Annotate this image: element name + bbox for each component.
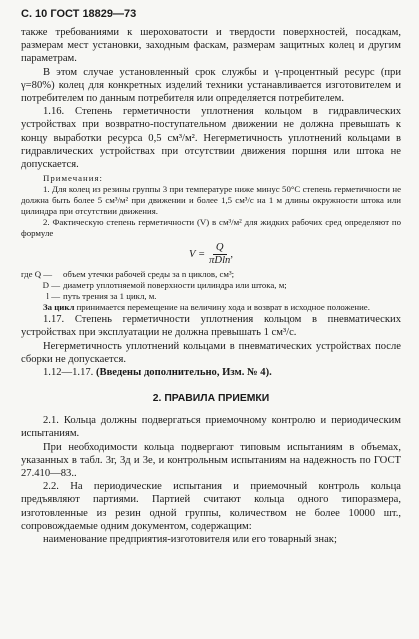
page-content <box>21 26 401 546</box>
formula-numerator: Q <box>213 242 227 255</box>
paragraph-pneumatic: Негерметичность уплотнений кольцами в пневматических устройствах после сборки не допускается. <box>21 340 401 365</box>
introduced-note <box>21 366 401 379</box>
formula-fraction <box>209 242 230 267</box>
cycle-note <box>21 302 401 313</box>
paragraph-type-tests: При необходимости кольца подвергают типовым испытаниям в объемах, указанных в табл. 3г, 3д и 3е, и контрольным испытаниям на надежность по ГОСТ 27.410—83.. <box>21 441 401 480</box>
introduced-text: (Введены дополнительно, Изм. № 4). <box>93 367 272 379</box>
legend-text: диаметр уплотняемой поверхности цилиндра или штока, м; <box>63 280 287 291</box>
paragraph-manufacturer: наименование предприятия-изготовителя или его товарный знак; <box>43 534 337 546</box>
paragraph-2-2: 2.2. На периодические испытания и приемочный контроль кольца предъявляют партиями. Партией считают кольца одного типоразмера, изготовленные из резин одной группы, количеством не более 10000 шт., сопровождаемые одним документом, содержащим: <box>21 481 401 532</box>
legend-symbol: l — <box>46 291 60 302</box>
note-1: 1. Для колец из резины группы 3 при температуре ниже минус 50°С степень герметичности не должна быть более 5 см³/м² при движении и более 1,5 см³/с на 1 м длины окружности штока или цилиндра при отсутствии движения. <box>21 184 401 217</box>
section-title: 2. ПРАВИЛА ПРИЕМКИ <box>152 393 270 405</box>
paragraph-1-16: 1.16. Степень герметичности уплотнения кольцом в гидравлических устройствах при возвратно-поступательном движении не должна превышать к концу выработки ресурса 0,5 см³/м². Негерметичность уплотнений кольцами в гидравлических устройствах при отсутствии движения поршня или штока не допускается. <box>21 106 401 171</box>
formula-denominator: πDln <box>209 254 231 266</box>
notes-title: Примечания: <box>43 173 103 184</box>
leak-formula <box>21 239 401 269</box>
paragraph-continued: также требованиями к шероховатости и твердости поверхностей, посадкам, размерам мест установки, заходным фаскам, размерам защитных колец и другим параметрам. <box>21 27 401 65</box>
cycle-note-lead: За цикл <box>43 302 75 313</box>
legend-text: объем утечки рабочей среды за n циклов, см³; <box>63 269 235 280</box>
formula-end: , <box>230 248 233 260</box>
legend-text: путь трения за 1 цикл, м. <box>63 291 157 302</box>
note-2: 2. Фактическую степень герметичности (V) в см³/м² для жидких рабочих сред определяют по формуле <box>21 217 401 239</box>
cycle-note-text: принимается перемещение на величину хода и возврат в исходное положение. <box>74 302 370 313</box>
introduced-range: 1.12—1.17. <box>43 367 94 379</box>
paragraph-2-1: 2.1. Кольца должны подвергаться приемочному контролю и периодическим испытаниям. <box>21 415 401 440</box>
paragraph-1-17: 1.17. Степень герметичности уплотнения кольцом в пневматических устройствах при эксплуатации не должна превышать 1 см³/с. <box>21 314 401 339</box>
formula-lhs: V = <box>189 248 206 260</box>
legend-row <box>21 269 401 280</box>
page-header: С. 10 ГОСТ 18829—73 <box>21 8 137 20</box>
paragraph-service-life: В этом случае установленный срок службы и γ-процентный ресурс (при γ=80%) колец для конкретных изделий техники устанавливается изготовителем и потребителем по данным потребителя или определяется потребителем. <box>21 66 401 105</box>
legend-row <box>21 280 401 291</box>
formula-legend <box>21 269 401 302</box>
legend-symbol: D — <box>42 280 60 291</box>
legend-row <box>21 291 401 302</box>
legend-symbol: где Q — <box>21 269 53 280</box>
